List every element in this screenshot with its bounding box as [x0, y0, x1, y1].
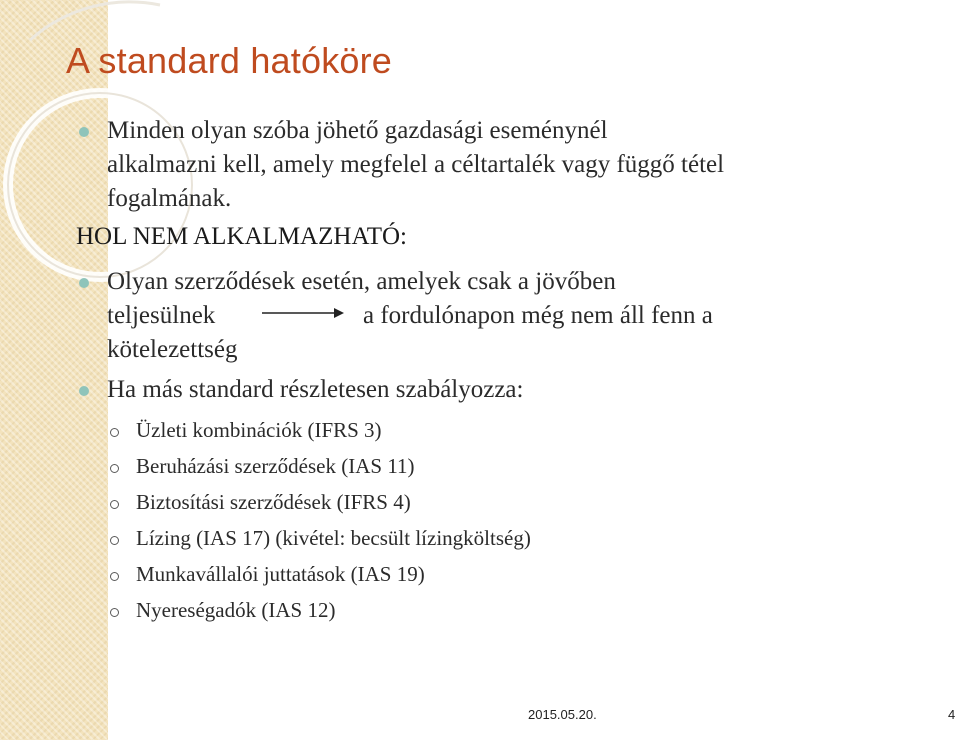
- sub-bullet-marker: [110, 536, 119, 545]
- bullet-2-line-2-right: a fordulónapon még nem áll fenn a: [363, 302, 713, 329]
- bullet-2-line-3: kötelezettség: [107, 336, 238, 363]
- page-number: 4: [948, 707, 956, 722]
- footer-date: 2015.05.20.: [528, 707, 597, 722]
- bullet-1-line-3: fogalmának.: [107, 185, 232, 212]
- sub-item-business-combinations: Üzleti kombinációk (IFRS 3): [136, 418, 382, 442]
- bullet-marker: [79, 127, 89, 137]
- sub-item-insurance-contracts: Biztosítási szerződések (IFRS 4): [136, 490, 411, 514]
- sub-bullet-marker: [110, 500, 119, 509]
- bullet-3-line: Ha más standard részletesen szabályozza:: [107, 376, 524, 403]
- bullet-2-line-1: Olyan szerződések esetén, amelyek csak a jövőben: [107, 268, 616, 295]
- bullet-1-line-1: Minden olyan szóba jöhető gazdasági eseménynél: [107, 117, 608, 144]
- bullet-marker: [79, 386, 89, 396]
- slide-title: A standard hatóköre: [66, 40, 393, 81]
- sub-bullet-marker: [110, 572, 119, 581]
- sub-bullet-marker: [110, 464, 119, 473]
- sub-bullet-marker: [110, 608, 119, 617]
- sub-item-income-taxes: Nyereségadók (IAS 12): [136, 598, 336, 622]
- arrow-right-icon: [262, 306, 344, 320]
- sub-item-construction-contracts: Beruházási szerződések (IAS 11): [136, 454, 415, 478]
- sub-item-leases: Lízing (IAS 17) (kivétel: becsült lízingköltség): [136, 526, 531, 550]
- bullet-2-line-2-left: teljesülnek: [107, 302, 216, 329]
- bullet-1-line-2: alkalmazni kell, amely megfelel a céltartalék vagy függő tétel: [107, 151, 725, 178]
- bullet-marker: [79, 278, 89, 288]
- sub-item-employee-benefits: Munkavállalói juttatások (IAS 19): [136, 562, 425, 586]
- sub-bullet-marker: [110, 428, 119, 437]
- section-heading: HOL NEM ALKALMAZHATÓ:: [76, 223, 407, 250]
